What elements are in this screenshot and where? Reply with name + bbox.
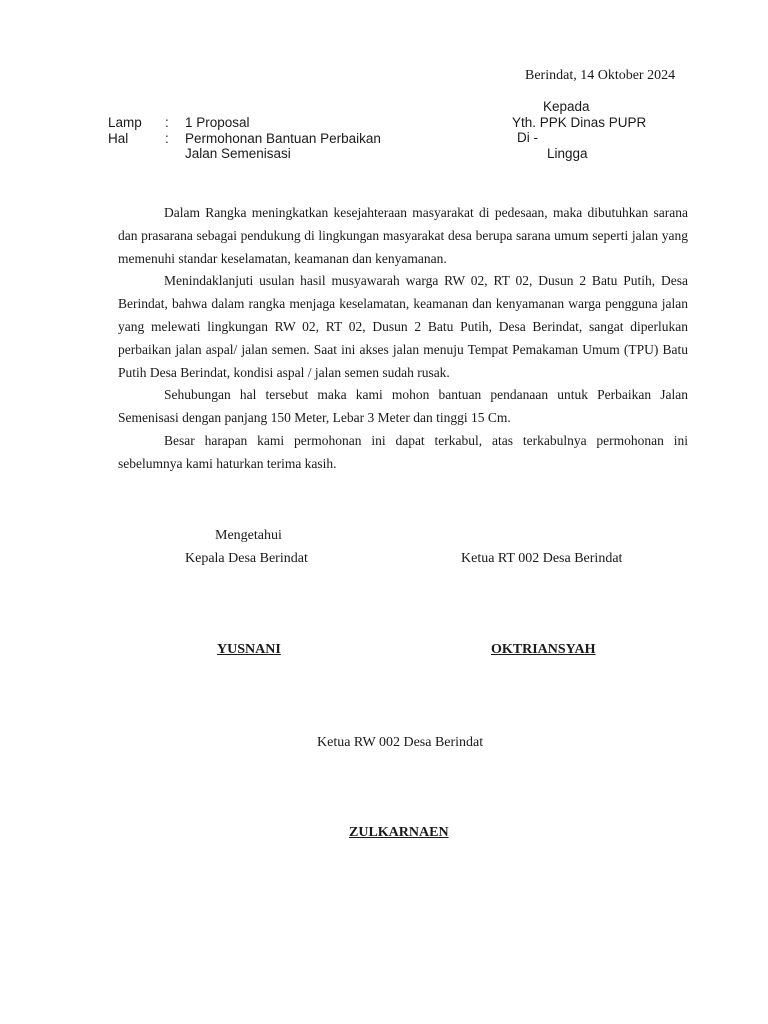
meta-hal-key: Hal bbox=[108, 130, 129, 146]
meta-hal-row bbox=[108, 131, 381, 147]
body-paragraph: Dalam Rangka meningkatkan kesejahteraan masyarakat di pedesaan, maka dibutuhkan sarana dan prasarana sebagai pendukung di lingkungan masyarakat desa berupa sarana umum seperti jalan yang memenuhi standar keselamatan, keamanan dan kenyamanan. bbox=[118, 205, 688, 266]
body-paragraph: Besar harapan kami permohonan ini dapat terkabul, atas terkabulnya permohonan ini sebelumnya kami haturkan terima kasih. bbox=[118, 432, 688, 471]
signature-left-title: Kepala Desa Berindat bbox=[185, 551, 308, 566]
recipient-block bbox=[512, 99, 646, 161]
meta-lamp-key: Lamp bbox=[108, 115, 142, 130]
meta-lamp-colon: : bbox=[165, 115, 169, 130]
signature-middle-name: ZULKARNAEN bbox=[349, 825, 449, 840]
recipient-at: Di - bbox=[517, 130, 538, 145]
meta-hal-value: Permohonan Bantuan Perbaikan bbox=[185, 130, 381, 146]
signature-left-name: YUSNANI bbox=[217, 642, 281, 657]
meta-hal-colon: : bbox=[165, 130, 169, 146]
meta-lamp-row bbox=[108, 115, 381, 131]
meta-hal-value-continued: Jalan Semenisasi bbox=[185, 146, 291, 161]
signature-right-name: OKTRIANSYAH bbox=[491, 642, 596, 657]
signature-acknowledge: Mengetahui bbox=[215, 528, 282, 543]
meta-lamp-value: 1 Proposal bbox=[185, 115, 250, 130]
recipient-addressee: Yth. PPK Dinas PUPR bbox=[512, 114, 647, 130]
signature-right-title: Ketua RT 002 Desa Berindat bbox=[461, 551, 623, 566]
body-paragraph: Sehubungan hal tersebut maka kami mohon bantuan pendanaan untuk Perbaikan Jalan Semenisasi dengan panjang 150 Meter, Lebar 3 Meter dan tinggi 15 Cm. bbox=[118, 387, 688, 426]
letter-body bbox=[118, 202, 688, 476]
recipient-place: Lingga bbox=[547, 145, 588, 161]
body-paragraph: Menindaklanjuti usulan hasil musyawarah warga RW 02, RT 02, Dusun 2 Batu Putih, Desa Berindat, bahwa dalam rangka menjaga keselamatan, keamanan dan kenyamanan warga pengguna jalan yang melewati lingkungan RW 02, RT 02, Dusun 2 Batu Putih, Desa Berindat, sangat diperlukan perbaikan jalan aspal/ jalan semen. Saat ini akses jalan menuju Tempat Pemakaman Umum (TPU) Batu Putih Desa Berindat, kondisi aspal / jalan semen sudah rusak. bbox=[118, 273, 688, 380]
signature-middle-title: Ketua RW 002 Desa Berindat bbox=[317, 735, 484, 750]
recipient-to: Kepada bbox=[543, 99, 590, 114]
letter-meta bbox=[108, 115, 381, 162]
letter-date: Berindat, 14 Oktober 2024 bbox=[525, 68, 676, 83]
